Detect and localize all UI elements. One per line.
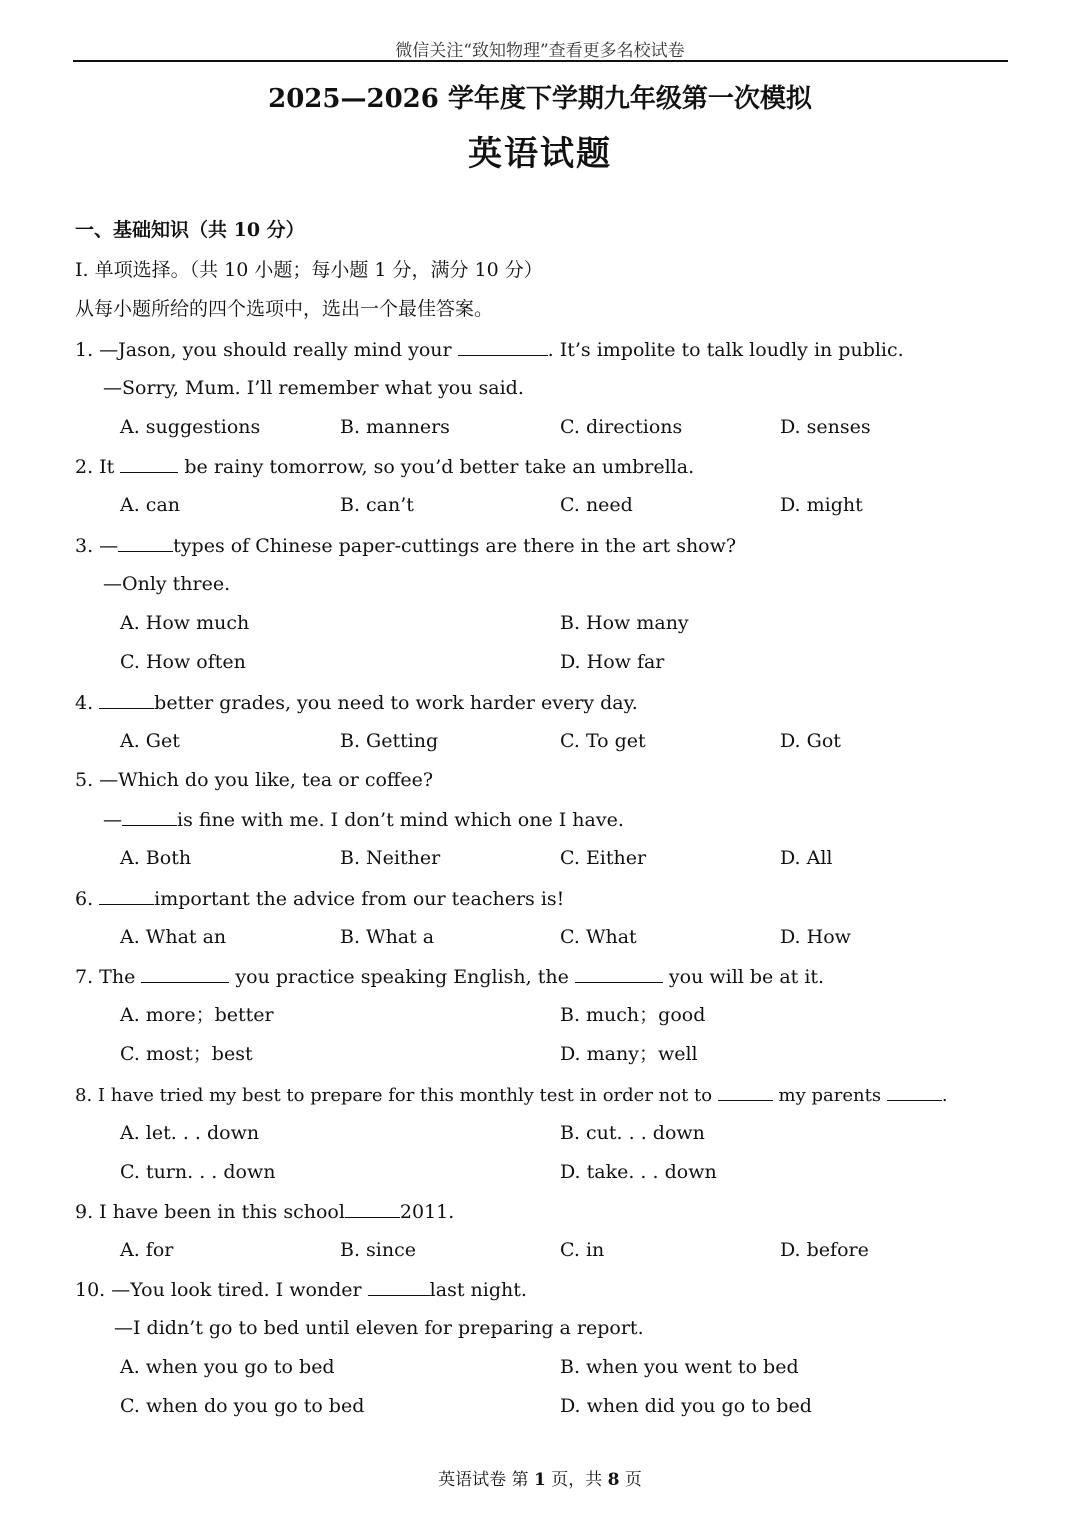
q3-option-c[interactable]: C. How often [120,651,246,673]
question-5-stem: 5. —Which do you like, tea or coffee? [75,769,434,791]
question-9-stem: 9. I have been in this school 2011. [75,1201,455,1223]
q6-option-c[interactable]: C. What [560,926,637,948]
q1-option-b[interactable]: B. manners [340,416,450,438]
q10-option-c[interactable]: C. when do you go to bed [120,1395,365,1417]
q1-option-c[interactable]: C. directions [560,416,683,438]
q6-option-d[interactable]: D. How [780,926,851,948]
question-1-response: —Sorry, Mum. I’ll remember what you said. [103,377,524,399]
header-rule [73,60,1008,62]
page-number: 1 [533,1470,546,1490]
q7-option-a[interactable]: A. more；better [120,1004,274,1026]
q5-option-b[interactable]: B. Neither [340,847,441,869]
q7-option-d[interactable]: D. many；well [560,1043,698,1065]
q5-option-a[interactable]: A. Both [120,847,192,869]
question-4-stem: 4. better grades, you need to work harder every day. [75,692,638,714]
q10-option-d[interactable]: D. when did you go to bed [560,1395,812,1417]
question-3-stem: 3. — types of Chinese paper-cuttings are there in the art show? [75,535,737,557]
page-total: 8 [607,1470,620,1490]
q2-option-a[interactable]: A. can [120,494,181,516]
question-2-stem: 2. It be rainy tomorrow, so you’d better take an umbrella. [75,456,695,478]
q4-option-d[interactable]: D. Got [780,730,841,752]
q4-option-a[interactable]: A. Get [120,730,180,752]
section-heading: 一、基础知识（共 10 分） [75,219,305,241]
q10-option-a[interactable]: A. when you go to bed [120,1356,335,1378]
q7-option-c[interactable]: C. most；best [120,1043,253,1065]
exam-title: 2025—2026 学年度下学期九年级第一次模拟 [268,84,812,114]
page-footer: 英语试卷 第 1 页，共 8 页 [438,1470,642,1490]
part-heading: I. 单项选择。（共 10 小题；每小题 1 分，满分 10 分） [75,259,543,281]
q8-option-b[interactable]: B. cut. . . down [560,1122,705,1144]
q3-option-b[interactable]: B. How many [560,612,689,634]
q2-option-d[interactable]: D. might [780,494,863,516]
q2-option-c[interactable]: C. need [560,494,633,516]
q9-option-c[interactable]: C. in [560,1239,605,1261]
q8-option-c[interactable]: C. turn. . . down [120,1161,276,1183]
q5-option-d[interactable]: D. All [780,847,833,869]
q10-option-b[interactable]: B. when you went to bed [560,1356,799,1378]
question-10-response: —I didn’t go to bed until eleven for preparing a report. [114,1317,644,1339]
q3-option-d[interactable]: D. How far [560,651,665,673]
question-7-stem: 7. The you practice speaking English, the you will be at it. [75,966,825,988]
q4-option-b[interactable]: B. Getting [340,730,439,752]
question-10-stem: 10. —You look tired. I wonder last night. [75,1279,527,1301]
q7-option-b[interactable]: B. much；good [560,1004,706,1026]
q4-option-c[interactable]: C. To get [560,730,646,752]
q9-option-d[interactable]: D. before [780,1239,869,1261]
header-note: 微信关注“致知物理”查看更多名校试卷 [395,41,685,61]
q6-option-b[interactable]: B. What a [340,926,435,948]
q8-option-a[interactable]: A. let. . . down [120,1122,260,1144]
q9-option-a[interactable]: A. for [120,1239,174,1261]
question-8-stem: 8. I have tried my best to prepare for this monthly test in order not to my parents . [75,1082,948,1108]
instruction: 从每小题所给的四个选项中，选出一个最佳答案。 [75,298,494,320]
question-6-stem: 6. important the advice from our teachers is! [75,888,565,910]
question-5-response: — is fine with me. I don’t mind which one I have. [103,809,624,831]
q3-option-a[interactable]: A. How much [120,612,250,634]
q8-option-d[interactable]: D. take. . . down [560,1161,717,1183]
q6-option-a[interactable]: A. What an [120,926,227,948]
q9-option-b[interactable]: B. since [340,1239,416,1261]
q1-option-a[interactable]: A. suggestions [120,416,261,438]
exam-subject-title: 英语试题 [468,134,612,174]
q5-option-c[interactable]: C. Either [560,847,647,869]
q1-option-d[interactable]: D. senses [780,416,871,438]
question-3-response: —Only three. [103,573,231,595]
question-1-stem: 1. —Jason, you should really mind your . It’s impolite to talk loudly in public. [75,339,904,361]
q2-option-b[interactable]: B. can’t [340,494,414,516]
